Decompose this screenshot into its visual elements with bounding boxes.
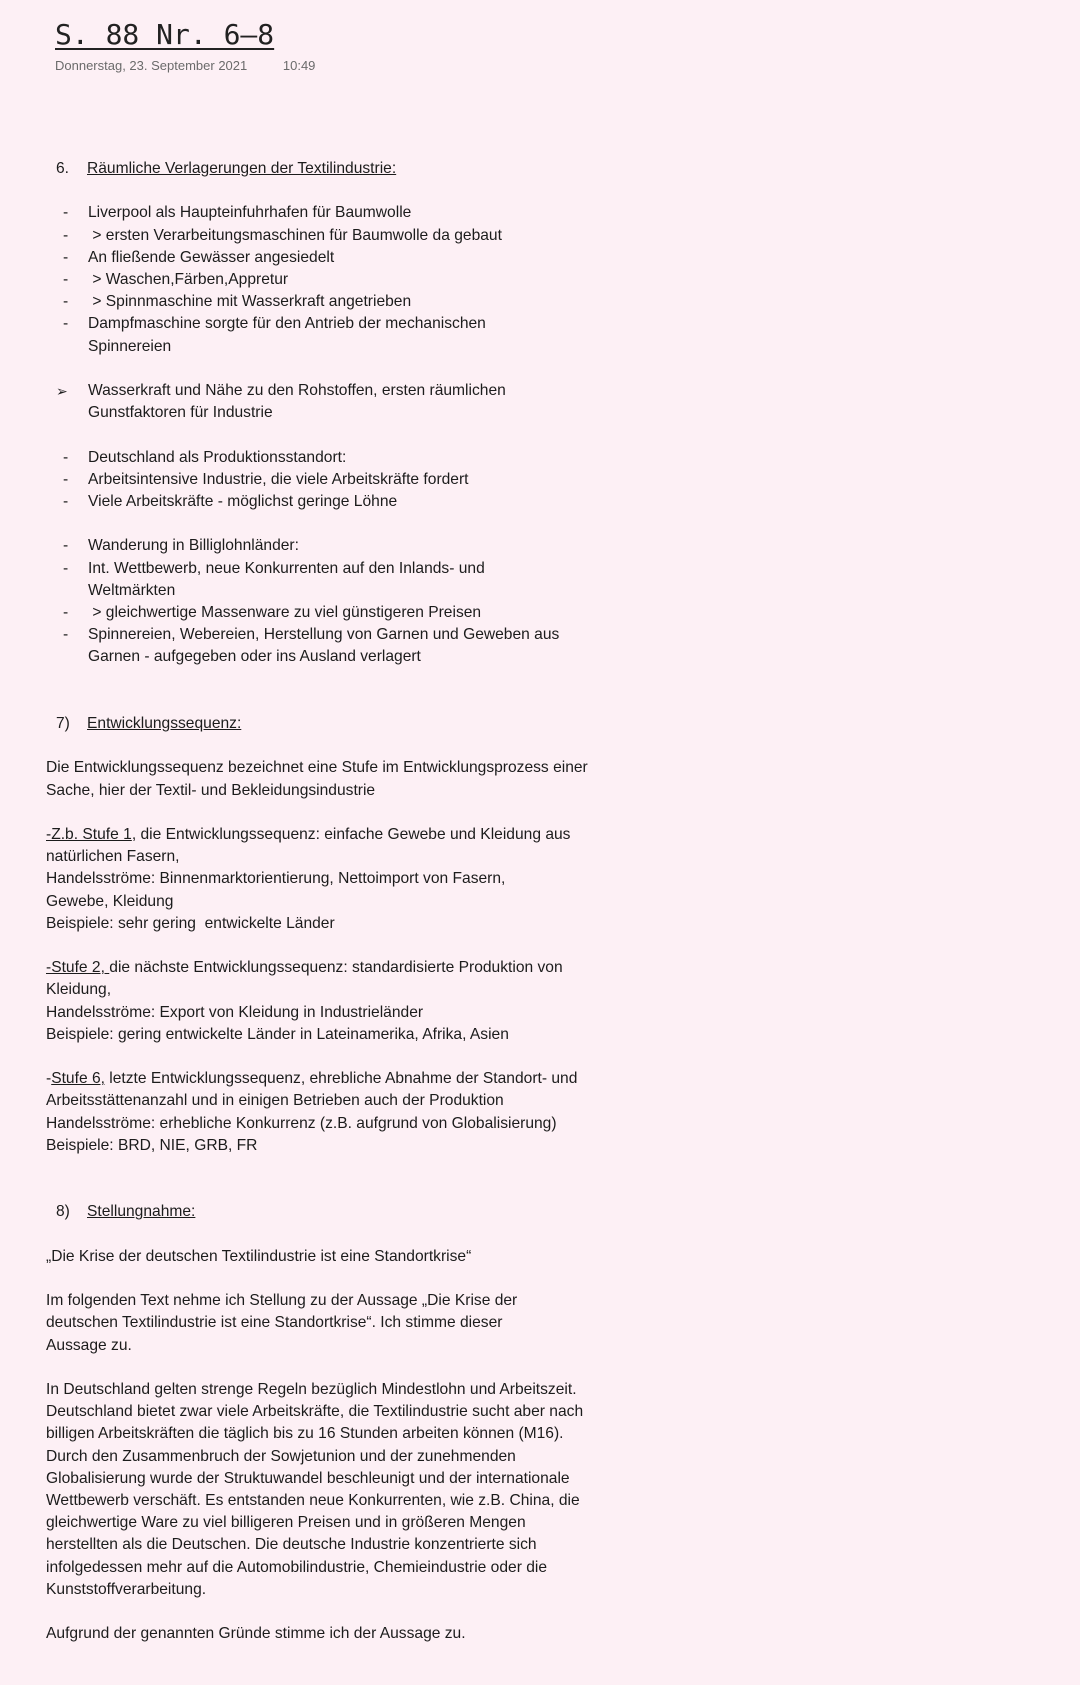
list-item: - An fließende Gewässer angesiedelt [46,247,606,269]
page-meta [55,58,315,73]
dash-icon: - [63,537,69,555]
list-item: - Dampfmaschine sorgte für den Antrieb der mechanischen Spinnereien [46,313,606,357]
list-item: - > Spinnmaschine mit Wasserkraft angetrieben [46,291,606,313]
section-7-title: Entwicklungssequenz: [87,715,242,732]
section-8-title: Stellungnahme: [87,1203,196,1221]
list-item: - Wanderung in Billiglohnländer: [46,535,606,557]
stage-6-trade: Handelsströme: erhebliche Konkurrenz (z.B. aufgrund von Globalisierung) [46,1114,557,1132]
dash-icon: - [63,226,69,244]
section-7-number: 7) [56,715,70,732]
list-item: - > gleichwertige Massenware zu viel günstigeren Preisen [46,602,606,624]
dash-icon: - [63,204,69,222]
note-content [46,158,606,1645]
section-7-intro: Die Entwicklungssequenz bezeichnet eine Stufe im Entwicklungsprozess einer Sache, hier der Textil- und Bekleidungsindustrie [46,759,588,799]
list-item: - > Waschen,Färben,Appretur [46,269,606,291]
stage-6-label: Stufe 6, [51,1070,105,1088]
stage-6-text: -Stufe 6, letzte Entwicklungssequenz, ehrebliche Abnahme der Standort- und Arbeitsstättenanzahl und in einigen Betrieben auch der Produktion [46,1070,578,1110]
stage-2-text: -Stufe 2, die nächste Entwicklungssequenz: standardisierte Produktion von Kleidung, [46,959,563,999]
dash-icon: - [63,448,69,466]
stage-2-examples: Beispiele: gering entwickelte Länder in Lateinamerika, Afrika, Asien [46,1025,509,1043]
dash-icon: - [63,604,69,621]
section-8-para-1: Im folgenden Text nehme ich Stellung zu der Aussage „Die Krise der deutschen Textilindustrie ist eine Standortkrise“. Ich stimme dieser Aussage zu. [46,1292,518,1354]
section-6-heading [46,158,606,180]
page-date: Donnerstag, 23. September 2021 [55,58,248,73]
section-6-conclusion [46,380,606,424]
dash-icon: - [63,626,69,644]
section-6-list-2 [46,447,606,514]
section-7-heading [46,713,606,735]
list-item: - Int. Wettbewerb, neue Konkurrenten auf den Inlands- und Weltmärkten [46,558,606,602]
list-item: - Viele Arbeitskräfte - möglichst geringe Löhne [46,491,606,513]
dash-icon: - [63,470,69,488]
section-6-list-1 [46,202,606,357]
section-8-heading [46,1201,606,1223]
stage-6-examples: Beispiele: BRD, NIE, GRB, FR [46,1136,258,1154]
section-6-number: 6. [56,160,70,177]
list-item: - Liverpool als Haupteinfuhrhafen für Baumwolle [46,202,606,224]
stage-1-trade: Handelsströme: Binnenmarktorientierung, Nettoimport von Fasern, Gewebe, Kleidung [46,870,506,910]
section-6-title: Räumliche Verlagerungen der Textilindustrie: [87,160,397,177]
dash-icon: - [63,559,69,577]
arrow-bullet-icon: ➢ [56,383,68,399]
list-item: - Deutschland als Produktionsstandort: [46,447,606,469]
stage-2-label: -Stufe 2, [46,959,110,977]
page-title: S. 88 Nr. 6–8 [55,18,275,51]
section-6-list-3 [46,535,606,668]
section-8-para-2: In Deutschland gelten strenge Regeln bezüglich Mindestlohn und Arbeitszeit. Deutschland bietet zwar viele Arbeitskräfte, die Textilindustrie sucht aber nach billigen Arbeitskräften die täglich bis zu 16 Stunden arbeiten können (M16). Durch den Zusammenbruch der Sowjetunion und der zunehmenden Globalisierung wurde der Struktuwandel beschleunigt und der internationale Wettbewerb verschäft. Es entstanden neue Konkurrenten, wie z.B. China, die gleichwertige Ware zu viel billigeren Preisen und in größeren Mengen herstellten als die Deutschen. Die deutsche Industrie konzentrierte sich infolgedessen mehr auf die Automobilindustrie, Chemieindustrie oder die Kunststoffverarbeitung. [46,1380,584,1598]
page-time: 10:49 [282,58,316,73]
dash-icon: - [63,315,69,333]
stage-1-examples: Beispiele: sehr gering entwickelte Länder [46,914,335,932]
section-8-para-3: Aufgrund der genannten Gründe stimme ich der Aussage zu. [46,1625,466,1643]
stage-1-text: -Z.b. Stufe 1, die Entwicklungssequenz: einfache Gewebe und Kleidung aus natürlichen Fasern, [46,825,571,866]
dash-icon: - [63,493,69,510]
dash-icon: - [63,271,69,288]
section-8-quote: „Die Krise der deutschen Textilindustrie ist eine Standortkrise“ [46,1247,472,1265]
stage-2-trade: Handelsströme: Export von Kleidung in Industrieländer [46,1003,424,1021]
list-item: ➢ Wasserkraft und Nähe zu den Rohstoffen, ersten räumlichen Gunstfaktoren für Industrie [46,380,606,424]
dash-icon: - [63,248,69,266]
list-item: - Arbeitsintensive Industrie, die viele Arbeitskräfte fordert [46,469,606,491]
stage-1-label: -Z.b. Stufe 1 [46,825,132,843]
list-item: - Spinnereien, Webereien, Herstellung von Garnen und Geweben aus Garnen - aufgegeben oder ins Ausland verlagert [46,624,606,668]
dash-icon: - [63,293,69,311]
list-item: - > ersten Verarbeitungsmaschinen für Baumwolle da gebaut [46,225,606,247]
section-8-number: 8) [56,1203,70,1221]
